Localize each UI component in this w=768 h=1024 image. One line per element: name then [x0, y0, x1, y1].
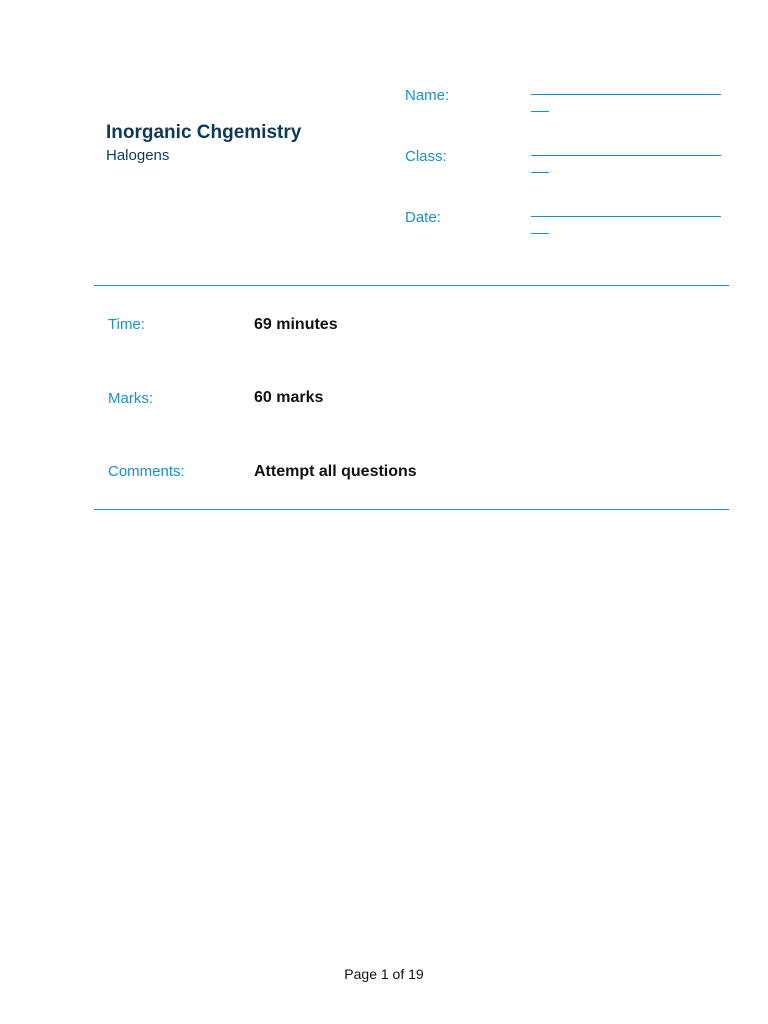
comments-label: Comments:	[108, 463, 185, 480]
bottom-divider	[94, 509, 729, 510]
comments-value: Attempt all questions	[254, 463, 417, 480]
document-title: Inorganic Chgemistry	[106, 122, 302, 143]
time-label: Time:	[108, 316, 145, 333]
marks-value: 60 marks	[254, 389, 324, 406]
page-number: Page 1 of 19	[344, 966, 424, 982]
name-label: Name:	[405, 87, 450, 104]
name-blank-line-tail	[531, 111, 549, 112]
class-blank-line	[531, 155, 721, 156]
document-subtitle: Halogens	[106, 147, 170, 164]
name-blank-line	[531, 94, 721, 95]
date-blank-line	[531, 216, 721, 217]
class-blank-line-tail	[531, 172, 549, 173]
class-label: Class:	[405, 148, 447, 165]
title-block	[106, 121, 301, 166]
date-blank-line-tail	[531, 233, 549, 234]
marks-label: Marks:	[108, 390, 153, 407]
date-label: Date:	[405, 209, 441, 226]
top-divider	[94, 285, 729, 286]
time-value: 69 minutes	[254, 316, 338, 333]
